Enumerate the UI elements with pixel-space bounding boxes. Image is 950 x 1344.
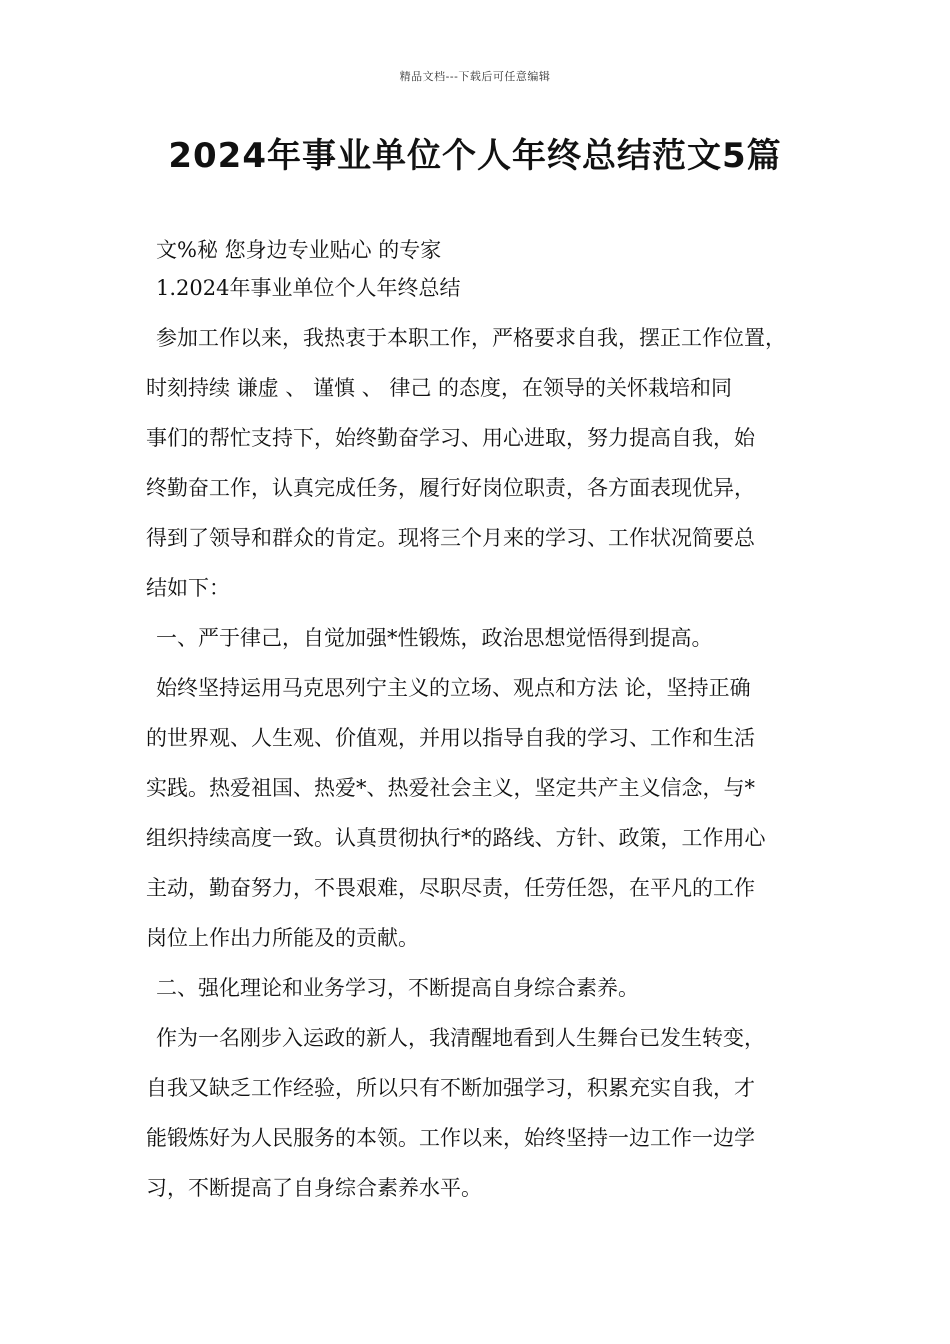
document-body	[146, 232, 812, 1220]
subsection-heading: 一、严于律己，自觉加强*性锻炼，政治思想觉悟得到提高。	[156, 626, 713, 650]
paragraph-line: 参加工作以来，我热衷于本职工作，严格要求自我，摆正工作位置，	[156, 326, 786, 350]
paragraph-line: 实践。热爱祖国、热爱*、热爱社会主义，坚定共产主义信念，与*	[146, 776, 755, 800]
byline: 文%秘 您身边专业贴心 的专家	[156, 238, 442, 262]
paragraph-line: 主动，勤奋努力，不畏艰难，尽职尽责，任劳任怨，在平凡的工作	[146, 876, 755, 900]
paragraph-line: 终勤奋工作，认真完成任务，履行好岗位职责，各方面表现优异，	[146, 476, 755, 500]
paragraph-line: 岗位上作出力所能及的贡献。	[146, 926, 419, 950]
paragraph-line: 事们的帮忙支持下，始终勤奋学习、用心进取，努力提高自我，始	[146, 426, 755, 450]
paragraph-line: 习，不断提高了自身综合素养水平。	[146, 1176, 482, 1200]
section-heading: 1.2024年事业单位个人年终总结	[156, 276, 461, 300]
paragraph-line: 组织持续高度一致。认真贯彻执行*的路线、方针、政策，工作用心	[146, 826, 766, 850]
paragraph-line: 的世界观、人生观、价值观，并用以指导自我的学习、工作和生活	[146, 726, 755, 750]
paragraph-line: 自我又缺乏工作经验，所以只有不断加强学习，积累充实自我，才	[146, 1076, 755, 1100]
paragraph-line: 结如下：	[146, 576, 230, 600]
header-note: 精品文档---下载后可任意编辑	[399, 70, 551, 83]
paragraph-line: 得到了领导和群众的肯定。现将三个月来的学习、工作状况简要总	[146, 526, 755, 550]
subsection-heading: 二、强化理论和业务学习，不断提高自身综合素养。	[156, 976, 639, 1000]
paragraph-line: 时刻持续 谦虚 、 谨慎 、 律己 的态度，在领导的关怀栽培和同	[146, 376, 733, 400]
document-title: 2024年事业单位个人年终总结范文5篇	[168, 136, 782, 176]
paragraph-line: 作为一名刚步入运政的新人，我清醒地看到人生舞台已发生转变，	[156, 1026, 765, 1050]
paragraph-line: 始终坚持运用马克思列宁主义的立场、观点和方法 论，坚持正确	[156, 676, 751, 700]
paragraph-line: 能锻炼好为人民服务的本领。工作以来，始终坚持一边工作一边学	[146, 1126, 755, 1150]
